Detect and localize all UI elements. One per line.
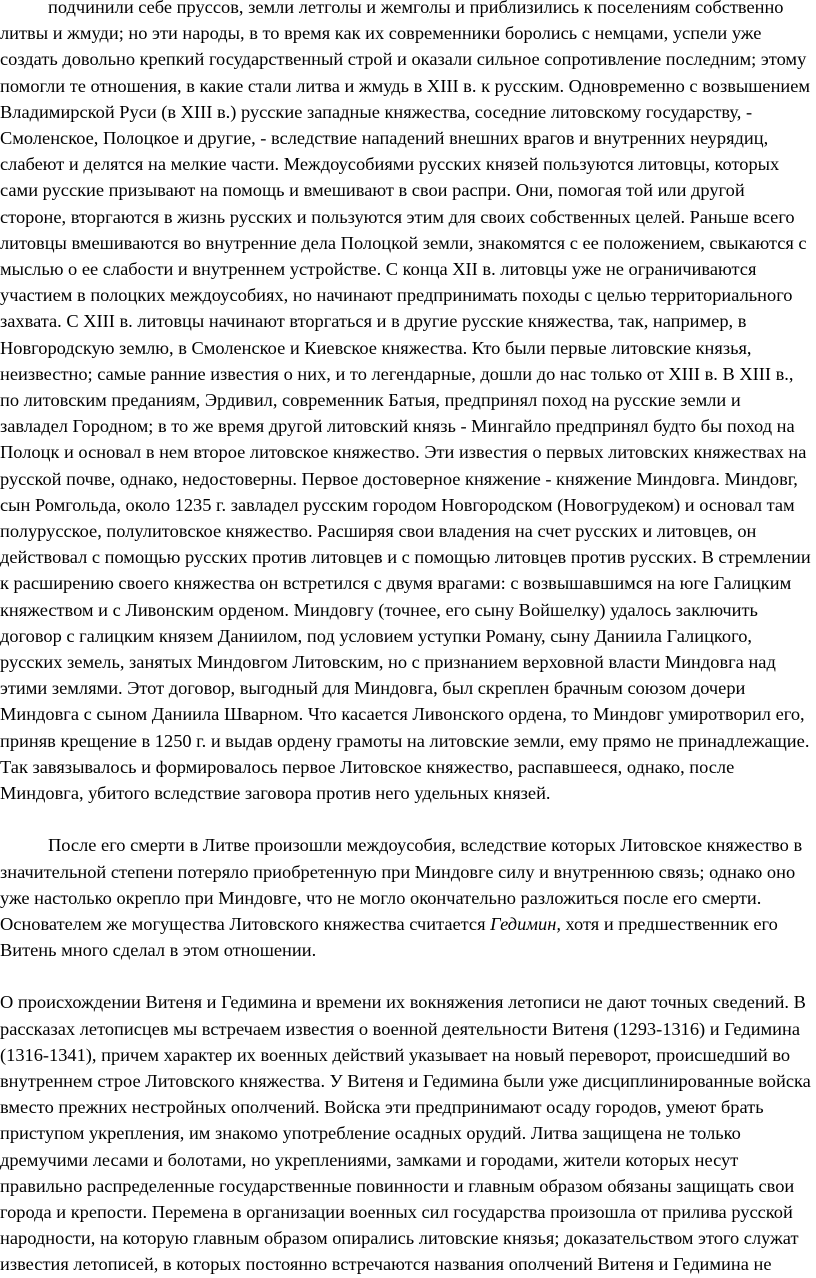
paragraph-2-text-end: хотя и предшественник его Витень много сделал в этом отношении. (0, 913, 778, 961)
gediminas-name: Гедимин, (490, 913, 561, 934)
paragraph-after-mindaugas (0, 832, 812, 963)
paragraph-vytenis-gediminas: О происхождении Витеня и Гедимина и времени их вокняжения летописи не дают точных сведений. В рассказах летописцев мы встречаем известия о военной деятельности Витеня (1293-1316) и Гедимина (1316-1341), причем характер их военных действий указывает на новый переворот, происшедший во внутреннем строе Литовского княжества. У Витеня и Гедимина были уже дисциплинированные войска вместо прежних нестройных ополчений. Войска эти предпринимают осаду городов, умеют брать приступом укрепления, им знакомо употребление осадных орудий. Литва защищена не только дремучими лесами и болотами, но укреплениями, замками и городами, жители которых несут правильно распределенные государственные повинности и главным образом обязаны защищать свои города и крепости. Перемена в организации военных сил государства произошла от прилива русской народности, на которую главным образом опирались литовские князья; доказательством этого служат известия летописей, в которых постоянно встречаются названия ополчений Витеня и Гедимина не (0, 992, 811, 1275)
paragraph-lithuania-origins: подчинили себе пруссов, земли летголы и жемголы и приблизились к поселениям собственно литвы и жмуди; но эти народы, в то время как их современники боролись с немцами, успели уже создать довольно крепкий государственный строй и оказали сильное сопротивление последним; этому помогли те отношения, в какие стали литва и жмудь в XIII в. к русским. Одновременно с возвышением Владимирской Руси (в XIII в.) русские западные княжества, соседние литовскому государству, - Смоленское, Полоцкое и другие, - вследствие нападений внешних врагов и внутренних неурядиц, слабеют и делятся на мелкие части. Междоусобиями русских князей пользуются литовцы, которых сами русские призывают на помощь и вмешивают в свои распри. Они, помогая той или другой стороне, вторгаются в жизнь русских и пользуются этим для своих собственных целей. Раньше всего литовцы вмешиваются во внутренние дела Полоцкой земли, знакомятся с ее положением, свыкаются с мыслью о ее слабости и внутреннем устройстве. С конца XII в. литовцы уже не ограничиваются участием в полоцких междоусобиях, но начинают предпринимать походы с целью территориального захвата. С XIII в. литовцы начинают вторгаться и в другие русские княжества, так, например, в Новгородскую землю, в Смоленское и Киевское княжества. Кто были первые литовские князья, неизвестно; самые ранние известия о них, и то легендарные, дошли до нас только от XIII в. В XIII в., по литовским преданиям, Эрдивил, современник Батыя, предпринял поход на русские земли и завладел Городном; в то же время другой литовский князь - Мингайло предпринял будто бы поход на Полоцк и основал в нем второе литовское княжество. Эти известия о первых литовских княжествах на русской почве, однако, недостоверны. Первое достоверное княжение - княжение Миндовга. Миндовг, сын Ромгольда, около 1235 г. завладел русским городом Новгородском (Новогрудеком) и основал там полурусское, полулитовское княжество. Расширяя свои владения на счет русских и литовцев, он действовал с помощью русских против литовцев и с помощью литовцев против русских. В стремлении к расширению своего княжества он встретился с двумя врагами: с возвышавшимся на юге Галицким княжеством и с Ливонским орденом. Миндовгу (точнее, его сыну Войшелку) удалось заключить договор с галицким князем Даниилом, под условием уступки Роману, сыну Даниила Галицкого, русских земель, занятых Миндовгом Литовским, но с признанием верховной власти Миндовга над этими землями. Этот договор, выгодный для Миндовга, был скреплен брачным союзом дочери Миндовга с сыном Даниила Шварном. Что касается Ливонского ордена, то Миндовг умиротворил его, приняв крещение в 1250 г. и выдав ордену грамоты на литовские земли, ему прямо не принадлежащие. Так завязывалось и формировалось первое Литовское княжество, распавшееся, однако, после Миндовга, убитого вследствие заговора против него удельных князей. (0, 0, 811, 804)
paragraph-2-text-start: После его смерти в Литве произошли междоусобия, вследствие которых Литовское княжество в значительной степени потеряло приобретенную при Миндовге силу и внутреннюю связь; однако оно уже настолько окрепло при Миндовге, что не могло окончательно разложиться после его смерти. Основателем же могущества Литовского княжества считается (0, 835, 803, 934)
